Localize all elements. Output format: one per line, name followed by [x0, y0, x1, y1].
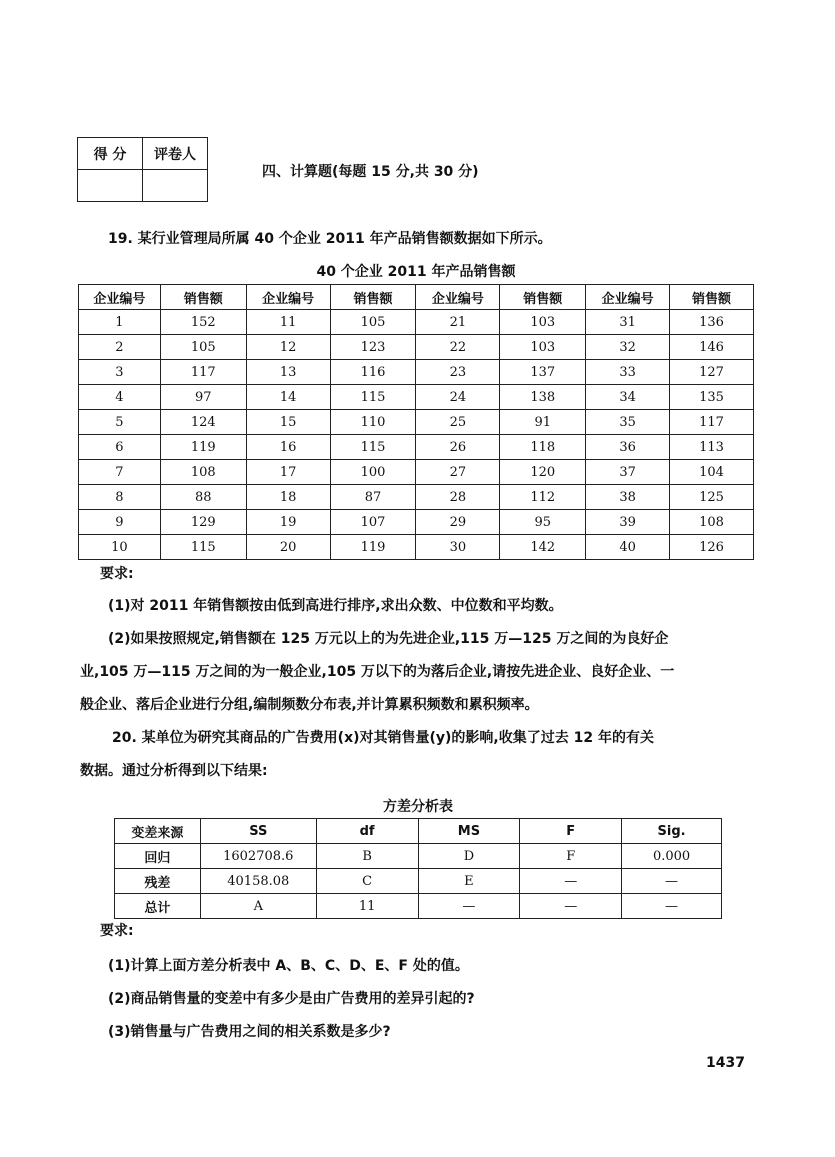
sales-table-header-cell: 销售额 — [500, 285, 586, 310]
q19-requirements-label: 要求: — [100, 566, 134, 582]
anova-table-cell: 回归 — [115, 844, 201, 869]
sales-table-cell: 91 — [500, 410, 586, 435]
anova-table-header-cell: df — [316, 819, 418, 844]
sales-table-row — [79, 360, 754, 385]
anova-table-cell: — — [622, 894, 722, 919]
anova-table-header-cell: MS — [418, 819, 520, 844]
sales-table-cell: 120 — [500, 460, 586, 485]
sales-table-cell: 38 — [586, 485, 670, 510]
sales-table-cell: 129 — [160, 510, 246, 535]
q19-req2-line2: 业,105 万—115 万之间的为一般企业,105 万以下的为落后企业,请按先进企业、良好企业、一 — [80, 664, 675, 680]
anova-table-cell: 1602708.6 — [200, 844, 316, 869]
sales-table-cell: 13 — [246, 360, 330, 385]
sales-table-cell: 37 — [586, 460, 670, 485]
sales-table-cell: 14 — [246, 385, 330, 410]
sales-table-cell: 9 — [79, 510, 161, 535]
sales-table-cell: 125 — [670, 485, 754, 510]
sales-table-cell: 118 — [500, 435, 586, 460]
section-title: 四、计算题(每题 15 分,共 30 分) — [262, 164, 479, 180]
sales-table-cell: 30 — [416, 535, 500, 560]
sales-table — [78, 284, 754, 560]
sales-table-cell: 6 — [79, 435, 161, 460]
sales-table-cell: 115 — [160, 535, 246, 560]
sales-table-cell: 107 — [330, 510, 416, 535]
sales-table-row — [79, 410, 754, 435]
sales-table-cell: 136 — [670, 310, 754, 335]
sales-table-cell: 126 — [670, 535, 754, 560]
sales-table-cell: 16 — [246, 435, 330, 460]
sales-table-header-cell: 企业编号 — [416, 285, 500, 310]
sales-table-header-cell: 销售额 — [330, 285, 416, 310]
sales-table-cell: 104 — [670, 460, 754, 485]
sales-table-cell: 103 — [500, 310, 586, 335]
anova-table-cell: A — [200, 894, 316, 919]
sales-table-cell: 137 — [500, 360, 586, 385]
sales-table-row — [79, 485, 754, 510]
q20-req1: (1)计算上面方差分析表中 A、B、C、D、E、F 处的值。 — [108, 958, 469, 974]
sales-table-cell: 127 — [670, 360, 754, 385]
score-box — [77, 137, 208, 202]
sales-table-cell: 115 — [330, 385, 416, 410]
sales-table-cell: 35 — [586, 410, 670, 435]
sales-table-cell: 23 — [416, 360, 500, 385]
sales-table-cell: 3 — [79, 360, 161, 385]
sales-table-cell: 146 — [670, 335, 754, 360]
q20-req2: (2)商品销售量的变差中有多少是由广告费用的差异引起的? — [108, 991, 475, 1007]
anova-table-header-row — [115, 819, 722, 844]
q20-req3: (3)销售量与广告费用之间的相关系数是多少? — [108, 1024, 391, 1040]
sales-table-cell: 26 — [416, 435, 500, 460]
anova-table-cell: 11 — [316, 894, 418, 919]
sales-table-row — [79, 510, 754, 535]
sales-table-cell: 135 — [670, 385, 754, 410]
sales-table-cell: 12 — [246, 335, 330, 360]
sales-table-cell: 138 — [500, 385, 586, 410]
sales-table-cell: 20 — [246, 535, 330, 560]
sales-table-cell: 1 — [79, 310, 161, 335]
anova-table — [114, 818, 722, 919]
sales-table-cell: 31 — [586, 310, 670, 335]
sales-table-cell: 105 — [330, 310, 416, 335]
sales-table-row — [79, 335, 754, 360]
sales-table-cell: 18 — [246, 485, 330, 510]
sales-table-header-cell: 销售额 — [670, 285, 754, 310]
anova-table-cell: C — [316, 869, 418, 894]
anova-table-header-cell: F — [520, 819, 622, 844]
anova-table-row — [115, 869, 722, 894]
sales-table-cell: 36 — [586, 435, 670, 460]
anova-table-title: 方差分析表 — [383, 799, 453, 815]
sales-table-row — [79, 385, 754, 410]
sales-table-cell: 17 — [246, 460, 330, 485]
sales-table-row — [79, 310, 754, 335]
q19-table-title: 40 个企业 2011 年产品销售额 — [316, 264, 516, 280]
sales-table-cell: 115 — [330, 435, 416, 460]
sales-table-cell: 97 — [160, 385, 246, 410]
score-label: 得 分 — [78, 138, 143, 170]
grader-cell — [143, 170, 208, 202]
anova-table-cell: F — [520, 844, 622, 869]
sales-table-cell: 108 — [670, 510, 754, 535]
sales-table-cell: 34 — [586, 385, 670, 410]
sales-table-cell: 116 — [330, 360, 416, 385]
sales-table-cell: 21 — [416, 310, 500, 335]
q19-req1: (1)对 2011 年销售额按由低到高进行排序,求出众数、中位数和平均数。 — [108, 598, 563, 614]
sales-table-cell: 95 — [500, 510, 586, 535]
sales-table-cell: 108 — [160, 460, 246, 485]
sales-table-cell: 103 — [500, 335, 586, 360]
grader-label: 评卷人 — [143, 138, 208, 170]
sales-table-header-cell: 企业编号 — [586, 285, 670, 310]
anova-table-cell: 0.000 — [622, 844, 722, 869]
sales-table-cell: 110 — [330, 410, 416, 435]
sales-table-cell: 100 — [330, 460, 416, 485]
sales-table-header-cell: 企业编号 — [246, 285, 330, 310]
anova-table-cell: 总计 — [115, 894, 201, 919]
anova-table-cell: E — [418, 869, 520, 894]
sales-table-cell: 22 — [416, 335, 500, 360]
sales-table-cell: 88 — [160, 485, 246, 510]
sales-table-cell: 19 — [246, 510, 330, 535]
sales-table-cell: 10 — [79, 535, 161, 560]
sales-table-cell: 123 — [330, 335, 416, 360]
sales-table-cell: 25 — [416, 410, 500, 435]
page-number: 1437 — [706, 1055, 745, 1071]
anova-table-header-cell: 变差来源 — [115, 819, 201, 844]
sales-table-header-cell: 企业编号 — [79, 285, 161, 310]
sales-table-cell: 105 — [160, 335, 246, 360]
anova-table-header-cell: Sig. — [622, 819, 722, 844]
anova-table-cell: — — [418, 894, 520, 919]
anova-table-cell: B — [316, 844, 418, 869]
sales-table-cell: 2 — [79, 335, 161, 360]
anova-table-cell: 40158.08 — [200, 869, 316, 894]
sales-table-cell: 152 — [160, 310, 246, 335]
sales-table-cell: 113 — [670, 435, 754, 460]
q19-text: 19. 某行业管理局所属 40 个企业 2011 年产品销售额数据如下所示。 — [108, 231, 552, 247]
anova-table-cell: — — [520, 869, 622, 894]
sales-table-cell: 117 — [160, 360, 246, 385]
sales-table-cell: 15 — [246, 410, 330, 435]
sales-table-cell: 87 — [330, 485, 416, 510]
q20-requirements-label: 要求: — [100, 923, 134, 939]
sales-table-cell: 33 — [586, 360, 670, 385]
sales-table-cell: 24 — [416, 385, 500, 410]
anova-table-cell: — — [622, 869, 722, 894]
q19-req2-line3: 般企业、落后企业进行分组,编制频数分布表,并计算累积频数和累积频率。 — [80, 697, 539, 713]
anova-table-cell: — — [520, 894, 622, 919]
anova-table-row — [115, 894, 722, 919]
sales-table-cell: 5 — [79, 410, 161, 435]
sales-table-cell: 4 — [79, 385, 161, 410]
sales-table-cell: 32 — [586, 335, 670, 360]
sales-table-cell: 29 — [416, 510, 500, 535]
sales-table-row — [79, 435, 754, 460]
sales-table-cell: 142 — [500, 535, 586, 560]
sales-table-cell: 117 — [670, 410, 754, 435]
sales-table-cell: 39 — [586, 510, 670, 535]
sales-table-cell: 8 — [79, 485, 161, 510]
sales-table-cell: 119 — [160, 435, 246, 460]
sales-table-cell: 27 — [416, 460, 500, 485]
sales-table-row — [79, 460, 754, 485]
sales-table-cell: 11 — [246, 310, 330, 335]
sales-table-cell: 124 — [160, 410, 246, 435]
anova-table-cell: D — [418, 844, 520, 869]
q20-text-line2: 数据。通过分析得到以下结果: — [80, 763, 268, 779]
anova-table-header-cell: SS — [200, 819, 316, 844]
anova-table-cell: 残差 — [115, 869, 201, 894]
sales-table-row — [79, 535, 754, 560]
score-cell — [78, 170, 143, 202]
q20-text-line1: 20. 某单位为研究其商品的广告费用(x)对其销售量(y)的影响,收集了过去 12 年的有关 — [112, 730, 654, 746]
q19-req2-line1: (2)如果按照规定,销售额在 125 万元以上的为先进企业,115 万—125 万之间的为良好企 — [108, 631, 669, 647]
sales-table-cell: 112 — [500, 485, 586, 510]
sales-table-cell: 28 — [416, 485, 500, 510]
anova-table-row — [115, 844, 722, 869]
sales-table-cell: 40 — [586, 535, 670, 560]
sales-table-header-cell: 销售额 — [160, 285, 246, 310]
sales-table-cell: 7 — [79, 460, 161, 485]
sales-table-cell: 119 — [330, 535, 416, 560]
sales-table-header-row — [79, 285, 754, 310]
